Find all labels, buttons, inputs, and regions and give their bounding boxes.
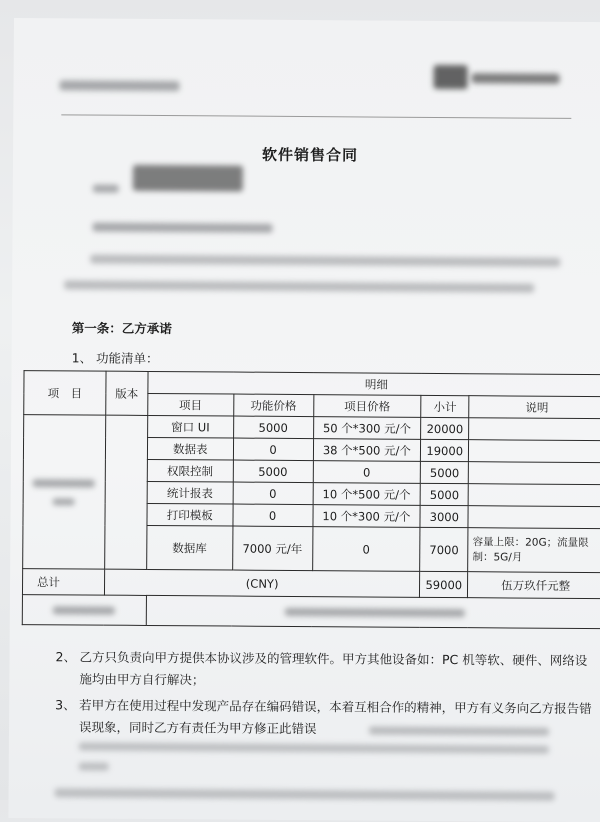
cell-notes	[468, 484, 600, 507]
cell-item: 统计报表	[147, 481, 233, 504]
total-currency: (CNY)	[104, 569, 420, 597]
show-through-text	[83, 100, 87, 114]
cell-item: 打印模板	[147, 503, 233, 526]
redacted-clause-line	[79, 762, 109, 770]
cell-notes	[469, 418, 600, 441]
subheader-function-price: 功能价格	[233, 394, 313, 417]
cell-item: 数据库	[146, 525, 232, 570]
function-list-table	[22, 370, 600, 629]
contract-page	[8, 18, 600, 822]
redacted-signature	[133, 165, 243, 192]
total-amount: 59000	[420, 571, 468, 597]
redacted-clause-line	[79, 742, 549, 753]
header-version: 版本	[106, 371, 148, 415]
cell-function-price: 5000	[233, 416, 313, 439]
cell-subtotal: 20000	[421, 417, 469, 439]
cell-function-price: 5000	[233, 460, 313, 483]
subheader-project-price: 项目价格	[313, 395, 421, 418]
version-cell	[105, 415, 148, 569]
redacted-clause-line	[369, 726, 549, 735]
cell-project-price: 10 个*500 元/个	[313, 483, 421, 506]
table-header-row	[24, 371, 600, 397]
header-detail: 明细	[148, 371, 600, 396]
redacted-header-right	[472, 73, 560, 84]
cell-item: 窗口 UI	[147, 415, 233, 438]
redacted-logo	[434, 65, 468, 89]
redacted-project-name	[23, 415, 106, 570]
cell-function-price: 7000 元/年	[232, 526, 312, 571]
total-label: 总计	[22, 569, 104, 596]
redacted-intro-line2	[64, 280, 534, 292]
cell-notes	[468, 506, 600, 529]
cell-project-price: 10 个*300 元/个	[312, 505, 420, 528]
cell-subtotal: 7000	[420, 527, 468, 571]
cell-subtotal: 19000	[421, 439, 469, 461]
cell-project-price: 50 个*300 元/个	[313, 417, 421, 440]
cell-notes: 容量上限：20G；流量限制：5G/月	[468, 528, 600, 573]
contract-title: 软件销售合同	[261, 145, 359, 165]
cell-function-price: 0	[233, 504, 313, 527]
header-project: 项 目	[24, 371, 106, 416]
total-in-words: 伍万玖仟元整	[468, 572, 600, 599]
clause-text: 乙方只负责向甲方提供本协议涉及的管理软件。甲方其他设备如：PC 机等软、硬件、网络设施均由甲方自行解决；	[79, 649, 588, 688]
redacted-party-a-label	[93, 185, 119, 193]
cell-function-price: 0	[233, 482, 313, 505]
table-row	[24, 415, 600, 441]
cell-function-price: 0	[233, 438, 313, 461]
subheader-item: 项目	[148, 393, 234, 416]
cell-project-price: 0	[312, 527, 420, 572]
redacted-clause-line	[55, 788, 555, 800]
subsection-function-list: 1、 功能清单：	[71, 350, 159, 367]
redacted-cell	[22, 595, 146, 626]
table-redacted-row	[22, 595, 600, 629]
cell-subtotal: 3000	[420, 505, 468, 527]
cell-subtotal: 5000	[420, 483, 468, 505]
section-heading-party-b: 第一条：乙方承诺	[71, 320, 172, 337]
cell-notes	[469, 462, 600, 485]
cell-project-price: 38 个*500 元/个	[313, 439, 421, 462]
clause-2	[55, 646, 599, 694]
subheader-subtotal: 小计	[421, 395, 469, 417]
redacted-cell	[146, 595, 600, 628]
table-total-row	[22, 569, 600, 599]
clause-number: 3、	[55, 697, 76, 713]
cell-subtotal: 5000	[421, 461, 469, 483]
cell-notes	[469, 440, 600, 463]
cell-item: 数据表	[147, 437, 233, 460]
cell-project-price: 0	[313, 461, 421, 484]
subheader-notes: 说明	[469, 396, 600, 419]
cell-item: 权限控制	[147, 459, 233, 482]
redacted-header-left	[59, 80, 179, 91]
clause-text: 若甲方在使用过程中发现产品存在编码错误，本着互相合作的精神，甲方有义务向乙方报告错误现象，同时乙方有责任为甲方修正此错误	[78, 697, 592, 737]
redacted-party-b	[93, 223, 273, 233]
header-rule	[61, 114, 571, 119]
redacted-intro-line1	[90, 255, 560, 267]
clause-number: 2、	[55, 649, 77, 665]
